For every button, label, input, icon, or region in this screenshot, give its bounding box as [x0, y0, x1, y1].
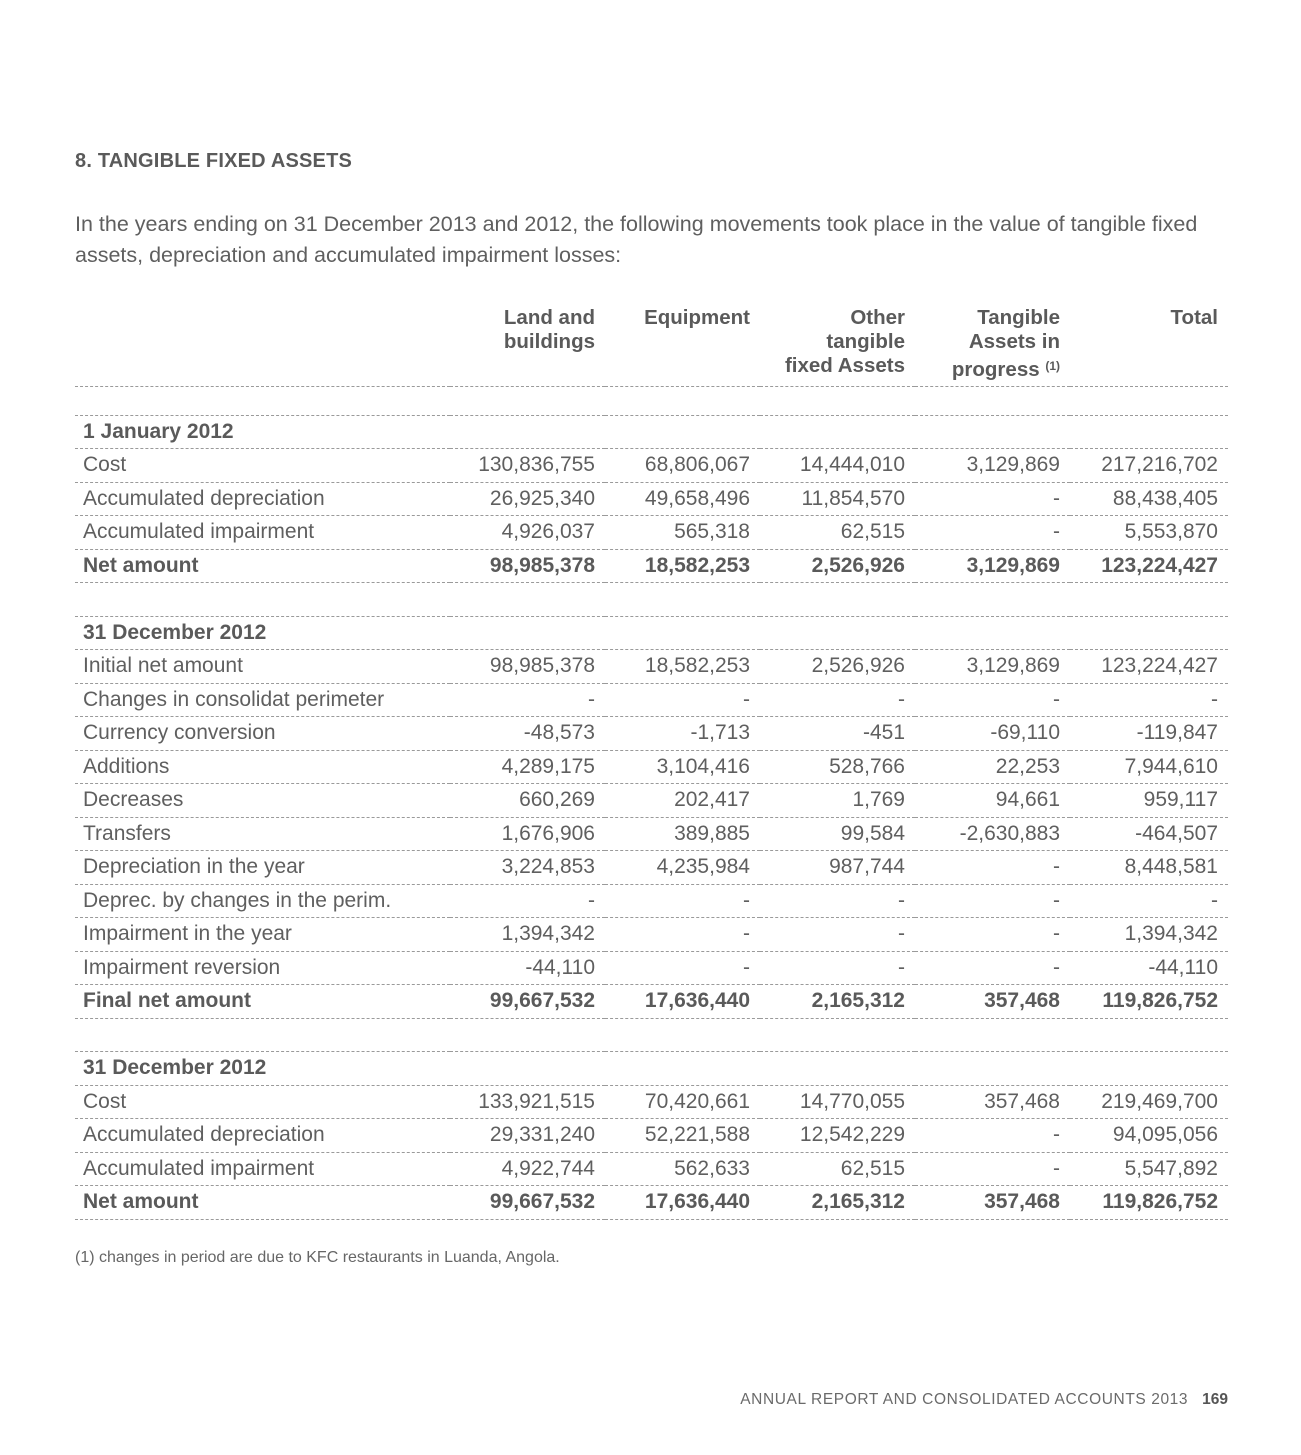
column-header-in-progress: Tangible Assets in progress $^{(1)}$ [915, 304, 1070, 387]
value-cell: - [915, 482, 1070, 516]
table-row [75, 817, 1228, 851]
row-label: Cost [75, 1085, 450, 1119]
value-cell: 2,526,926 [760, 549, 915, 583]
value-cell: - [605, 951, 760, 985]
value-cell: - [915, 1152, 1070, 1186]
value-cell: - [915, 1119, 1070, 1153]
table-row [75, 482, 1228, 516]
value-cell: - [760, 918, 915, 952]
table-row [75, 717, 1228, 751]
table-row [75, 851, 1228, 885]
table-row [75, 784, 1228, 818]
value-cell: 4,235,984 [605, 851, 760, 885]
value-cell: 2,526,926 [760, 650, 915, 684]
section-title-cell: 31 December 2012 [75, 1052, 1228, 1086]
table-row [75, 683, 1228, 717]
table-row [75, 449, 1228, 483]
header-label-cell [75, 304, 450, 387]
value-cell: -1,713 [605, 717, 760, 751]
value-cell: 29,331,240 [450, 1119, 605, 1153]
row-label: Impairment in the year [75, 918, 450, 952]
spacer-row [75, 382, 1228, 415]
table-row [75, 951, 1228, 985]
value-cell: -44,110 [1070, 951, 1228, 985]
value-cell: - [605, 918, 760, 952]
value-cell: 49,658,496 [605, 482, 760, 516]
column-header-other-tangible: Other tangible fixed Assets [760, 304, 915, 387]
value-cell: - [760, 884, 915, 918]
intro-paragraph: In the years ending on 31 December 2013 and 2012, the following movements took place in the value of tangible fixed assets, depreciation and accumulated impairment losses: [75, 212, 1198, 267]
column-header-total: Total [1070, 304, 1228, 387]
value-cell: 12,542,229 [760, 1119, 915, 1153]
value-cell: 123,224,427 [1070, 549, 1228, 583]
value-cell: 1,769 [760, 784, 915, 818]
value-cell: 389,885 [605, 817, 760, 851]
section-title-cell: 1 January 2012 [75, 415, 1228, 449]
value-cell: 219,469,700 [1070, 1085, 1228, 1119]
value-cell: 562,633 [605, 1152, 760, 1186]
value-cell: 4,289,175 [450, 750, 605, 784]
value-cell: 959,117 [1070, 784, 1228, 818]
value-cell: 119,826,752 [1070, 985, 1228, 1019]
value-cell: 3,224,853 [450, 851, 605, 885]
value-cell: 1,676,906 [450, 817, 605, 851]
table-row [75, 750, 1228, 784]
value-cell: 5,547,892 [1070, 1152, 1228, 1186]
row-label: Accumulated impairment [75, 1152, 450, 1186]
value-cell: -48,573 [450, 717, 605, 751]
section-header-row [75, 415, 1228, 449]
value-cell: - [450, 884, 605, 918]
value-cell: 62,515 [760, 516, 915, 550]
value-cell: 94,661 [915, 784, 1070, 818]
value-cell: 88,438,405 [1070, 482, 1228, 516]
value-cell: - [915, 918, 1070, 952]
row-label: Impairment reversion [75, 951, 450, 985]
value-cell: - [915, 951, 1070, 985]
table-row [75, 1119, 1228, 1153]
value-cell: 1,394,342 [1070, 918, 1228, 952]
row-label: Changes in consolidat perimeter [75, 683, 450, 717]
row-label: Initial net amount [75, 650, 450, 684]
value-cell: 1,394,342 [450, 918, 605, 952]
table-row [75, 985, 1228, 1019]
column-header-land-buildings: Land and buildings [450, 304, 605, 387]
section-title: 8. TANGIBLE FIXED ASSETS [75, 150, 353, 172]
value-cell: 17,636,440 [605, 1186, 760, 1220]
value-cell: - [605, 683, 760, 717]
value-cell: - [760, 683, 915, 717]
row-label: Net amount [75, 549, 450, 583]
value-cell: 4,926,037 [450, 516, 605, 550]
table-header [75, 304, 1228, 387]
column-header-equipment: Equipment [605, 304, 760, 387]
value-cell: - [915, 884, 1070, 918]
value-cell: 7,944,610 [1070, 750, 1228, 784]
value-cell: 8,448,581 [1070, 851, 1228, 885]
value-cell: 3,104,416 [605, 750, 760, 784]
value-cell: 5,553,870 [1070, 516, 1228, 550]
value-cell: - [915, 851, 1070, 885]
value-cell: 70,420,661 [605, 1085, 760, 1119]
value-cell: 357,468 [915, 1085, 1070, 1119]
value-cell: 130,836,755 [450, 449, 605, 483]
value-cell: 99,584 [760, 817, 915, 851]
value-cell: 217,216,702 [1070, 449, 1228, 483]
value-cell: 660,269 [450, 784, 605, 818]
section-header-row [75, 616, 1228, 650]
value-cell: 22,253 [915, 750, 1070, 784]
row-label: Deprec. by changes in the perim. [75, 884, 450, 918]
row-label: Accumulated depreciation [75, 1119, 450, 1153]
row-label: Accumulated impairment [75, 516, 450, 550]
value-cell: 123,224,427 [1070, 650, 1228, 684]
value-cell: - [915, 516, 1070, 550]
row-label: Currency conversion [75, 717, 450, 751]
table-row [75, 650, 1228, 684]
value-cell: 357,468 [915, 985, 1070, 1019]
value-cell: 18,582,253 [605, 549, 760, 583]
spacer-row [75, 1018, 1228, 1052]
value-cell: 4,922,744 [450, 1152, 605, 1186]
table-row [75, 884, 1228, 918]
value-cell: -69,110 [915, 717, 1070, 751]
section-title-cell: 31 December 2012 [75, 616, 1228, 650]
value-cell: 17,636,440 [605, 985, 760, 1019]
value-cell: 3,129,869 [915, 549, 1070, 583]
page-footer [740, 1391, 1228, 1409]
assets-table [75, 382, 1228, 1220]
value-cell: - [605, 884, 760, 918]
row-label: Accumulated depreciation [75, 482, 450, 516]
row-label: Cost [75, 449, 450, 483]
value-cell: 94,095,056 [1070, 1119, 1228, 1153]
row-label: Decreases [75, 784, 450, 818]
table-row [75, 516, 1228, 550]
value-cell: - [450, 683, 605, 717]
footnote-marker: (1) [1045, 359, 1060, 373]
page-number: 169 [1202, 1391, 1228, 1408]
value-cell: 987,744 [760, 851, 915, 885]
value-cell: -2,630,883 [915, 817, 1070, 851]
value-cell: 52,221,588 [605, 1119, 760, 1153]
value-cell: 2,165,312 [760, 1186, 915, 1220]
value-cell: 2,165,312 [760, 985, 915, 1019]
value-cell: 3,129,869 [915, 650, 1070, 684]
value-cell: 98,985,378 [450, 549, 605, 583]
footer-title: ANNUAL REPORT AND CONSOLIDATED ACCOUNTS 2013 [740, 1391, 1189, 1408]
value-cell: 14,444,010 [760, 449, 915, 483]
value-cell: 565,318 [605, 516, 760, 550]
value-cell: 14,770,055 [760, 1085, 915, 1119]
table-row [75, 918, 1228, 952]
value-cell: 99,667,532 [450, 1186, 605, 1220]
row-label: Depreciation in the year [75, 851, 450, 885]
value-cell: - [760, 951, 915, 985]
value-cell: -119,847 [1070, 717, 1228, 751]
row-label: Additions [75, 750, 450, 784]
value-cell: - [915, 683, 1070, 717]
value-cell: -44,110 [450, 951, 605, 985]
row-label: Final net amount [75, 985, 450, 1019]
table-row [75, 1186, 1228, 1220]
row-label: Net amount [75, 1186, 450, 1220]
value-cell: 62,515 [760, 1152, 915, 1186]
table-row [75, 1152, 1228, 1186]
value-cell: -451 [760, 717, 915, 751]
value-cell: 98,985,378 [450, 650, 605, 684]
value-cell: 99,667,532 [450, 985, 605, 1019]
value-cell: - [1070, 683, 1228, 717]
value-cell: 68,806,067 [605, 449, 760, 483]
table-row [75, 1085, 1228, 1119]
value-cell: - [1070, 884, 1228, 918]
value-cell: 119,826,752 [1070, 1186, 1228, 1220]
row-label: Transfers [75, 817, 450, 851]
value-cell: -464,507 [1070, 817, 1228, 851]
value-cell: 3,129,869 [915, 449, 1070, 483]
value-cell: 357,468 [915, 1186, 1070, 1220]
value-cell: 18,582,253 [605, 650, 760, 684]
value-cell: 528,766 [760, 750, 915, 784]
value-cell: 26,925,340 [450, 482, 605, 516]
value-cell: 202,417 [605, 784, 760, 818]
value-cell: 133,921,515 [450, 1085, 605, 1119]
value-cell: 11,854,570 [760, 482, 915, 516]
footnote: (1) changes in period are due to KFC restaurants in Luanda, Angola. [75, 1249, 560, 1266]
section-header-row [75, 1052, 1228, 1086]
spacer-row [75, 583, 1228, 617]
table-row [75, 549, 1228, 583]
